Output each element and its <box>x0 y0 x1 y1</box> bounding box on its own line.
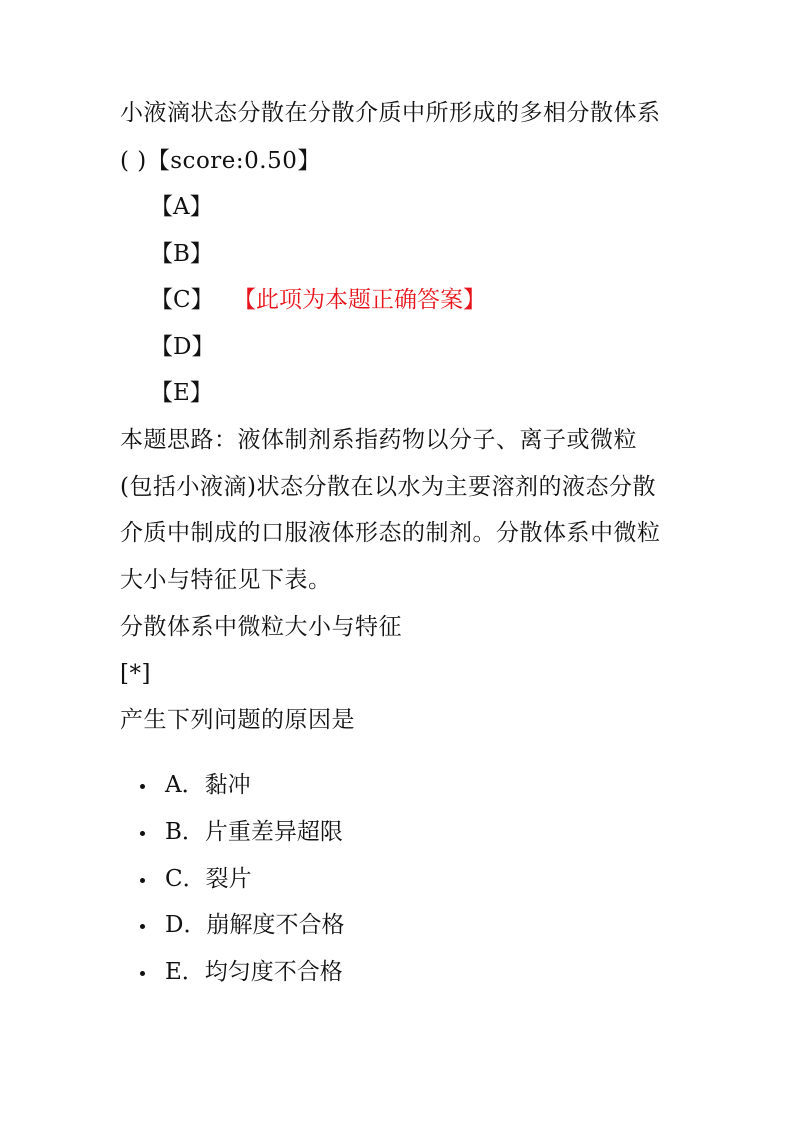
bullet-icon <box>140 971 145 976</box>
next-question-text: 产生下列问题的原因是 <box>120 707 355 733</box>
bullet-icon <box>140 878 145 883</box>
question-text-line2: ( )【score:0.50】 <box>120 148 321 174</box>
list-item-label: C．裂片 <box>165 866 252 892</box>
list-item-label: A．黏冲 <box>165 772 251 798</box>
explanation-line4: 大小与特征见下表。 <box>120 567 332 593</box>
option-b: 【B】 <box>150 241 213 267</box>
explanation-line1: 本题思路：液体制剂系指药物以分子、离子或微粒 <box>120 427 637 453</box>
list-item <box>140 957 343 987</box>
explanation-line3: 介质中制成的口服液体形态的制剂。分散体系中微粒 <box>120 520 661 546</box>
list-item <box>140 864 252 894</box>
list-item-label: D．崩解度不合格 <box>165 912 345 938</box>
bullet-icon <box>140 831 145 836</box>
option-a: 【A】 <box>150 194 213 220</box>
list-item <box>140 770 251 800</box>
list-item <box>140 817 343 847</box>
option-c: 【C】 <box>150 287 214 313</box>
list-item-label: E．均匀度不合格 <box>165 959 343 985</box>
list-item <box>140 910 344 940</box>
correct-answer-marker: 【此项为本题正确答案】 <box>233 287 486 313</box>
table-placeholder: [*] <box>120 661 151 687</box>
bullet-icon <box>140 924 145 929</box>
explanation-line2: (包括小液滴)状态分散在以水为主要溶剂的液态分散 <box>120 474 656 500</box>
option-d: 【D】 <box>150 334 215 360</box>
table-title: 分散体系中微粒大小与特征 <box>120 614 402 640</box>
bullet-icon <box>140 784 145 789</box>
option-e: 【E】 <box>150 380 213 406</box>
list-item-label: B．片重差异超限 <box>165 819 343 845</box>
question-text-line1: 小液滴状态分散在分散介质中所形成的多相分散体系 <box>120 100 661 126</box>
